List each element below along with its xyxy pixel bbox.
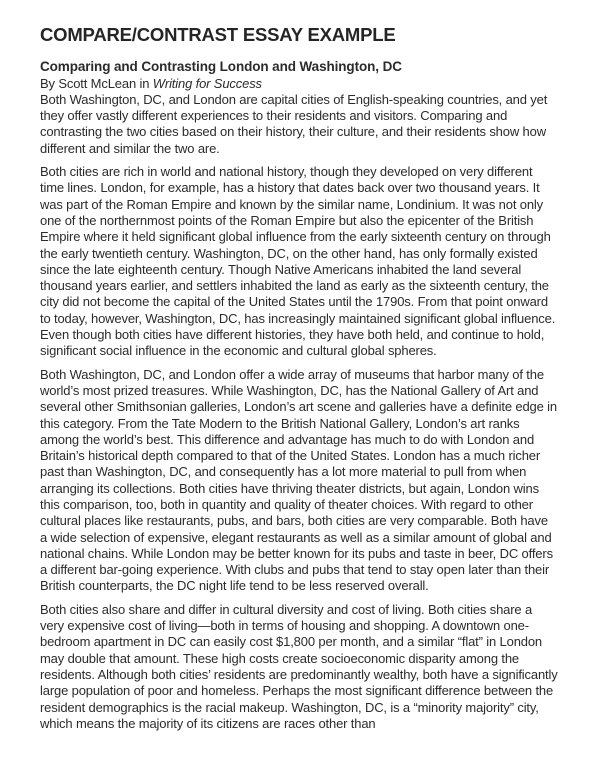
essay-paragraph-culture: Both Washington, DC, and London offer a wide array of museums that harbor many of the world’s most prized treasures. While Washington, DC, has the National Gallery of Art and several other Smithsonian galleries, London’s art scene and galleries have a definite edge in this category. From the Tate Modern to the British National Gallery, London’s art ranks among the world’s best. This difference and advantage has much to do with London and Britain’s historical depth compared to that of the United States. London has a much richer past than Washington, DC, and consequently has a lot more material to pull from when arranging its collections. Both cities have thriving theater districts, but again, London wins this comparison, too, both in quantity and quality of theater choices. With regard to other cultural places like restaurants, pubs, and bars, both cities are very comparable. Both have a wide selection of expensive, elegant restaurants as well as a similar amount of global and national chains. While London may be better known for its pubs and taste in beer, DC offers a different bar-going experience. With clubs and pubs that tend to stay open later than their British counterparts, the DC night life tend to be less reserved overall. [40,366,557,594]
byline [40,76,558,92]
page-title: COMPARE/CONTRAST ESSAY EXAMPLE [40,24,396,45]
essay-paragraph-intro: Both Washington, DC, and London are capital cities of English-speaking countries, and yet they offer vastly different experiences to their residents and visitors. Comparing and contrasting the two cities based on their history, their culture, and their residents show how different and similar the two are. [40,91,548,156]
essay-paragraph-history: Both cities are rich in world and national history, though they developed on very different time lines. London, for example, has a history that dates back over two thousand years. It was part of the Roman Empire and known by the similar name, Londinium. It was not only one of the northernmost points of the Roman Empire but also the epicenter of the British Empire where it held significant global influence from the early sixteenth century on through the early twentieth century. Washington, DC, on the other hand, has only formally existed since the late eighteenth century. Though Native Americans inhabited the land several thousand years earlier, and settlers inhabited the land as early as the sixteenth century, the city did not become the capital of the United States until the 1790s. From that point onward to today, however, Washington, DC, has increasingly maintained significant global influence. Even though both cities have different histories, they have both held, and continue to hold, significant social influence in the economic and cultural global spheres. [40,164,556,359]
byline-source-title: Writing for Success [152,75,262,91]
essay-paragraph-diversity-cost: Both cities also share and differ in cultural diversity and cost of living. Both cities share a very expensive cost of living—both in terms of housing and shopping. A downtown one-bedroom apartment in DC can easily cost $1,800 per month, and a similar “flat” in London may double that amount. These high costs create socioeconomic disparity among the residents. Although both cities’ residents are predominantly wealthy, both have a significantly large population of poor and homeless. Perhaps the most significant difference between the resident demographics is the racial makeup. Washington, DC, is a “minority majority” city, which means the majority of its citizens are races other than [40,601,558,731]
byline-prefix: By Scott McLean in [40,75,153,91]
essay-heading: Comparing and Contrasting London and Washington, DC [40,59,402,75]
